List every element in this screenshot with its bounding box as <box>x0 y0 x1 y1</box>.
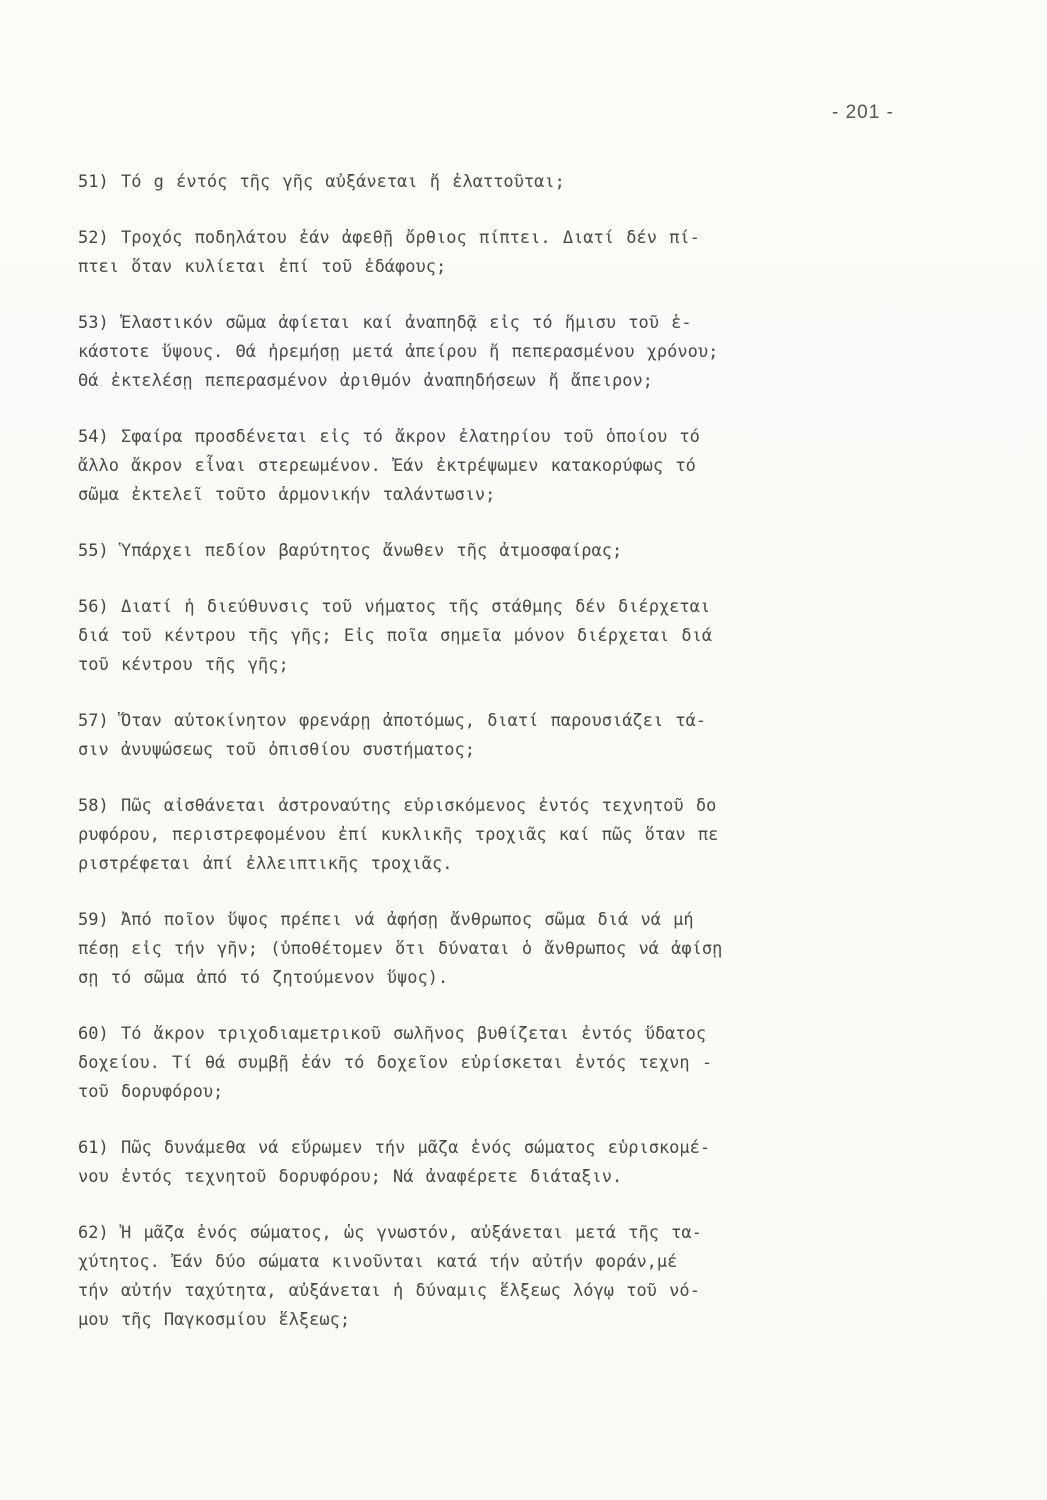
question-text: Πῶς αἰσθάνεται ἀστροναύτης εὑρισκόμενος ἐντός τεχνητοῦ δο ρυφόρου, περιστρεφομένου ἐπί κυκλικῆς τροχιᾶς καί πῶς ὅταν πε ριστρέφεται ἀπί ἐλλειπτικῆς τροχιᾶς. <box>78 796 719 874</box>
question-59 <box>78 906 963 993</box>
question-text: Ὑπάρχει πεδίον βαρύτητος ἄνωθεν τῆς ἀτμοσφαίρας; <box>120 541 623 561</box>
question-text: Ἡ μᾶζα ἑνός σώματος, ὡς γνωστόν, αὐξάνεται μετά τῆς τα- χύτητος. Ἐάν δύο σώματα κινοῦνται κατά τήν αὐτήν φοράν,μέ τήν αὐτήν ταχύτητα, αὐξάνεται ἡ δύναμις ἕλξεως λόγῳ τοῦ νό- μου τῆς Παγκοσμίου ἕλξεως; <box>78 1223 702 1330</box>
question-number: 54) <box>78 427 109 447</box>
question-text: Ἐλαστικόν σῶμα ἀφίεται καί ἀναπηδᾷ εἰς τό ἥμισυ τοῦ ἑ- κάστοτε ὕψους. Θά ἠρεμήσῃ μετά ἀπείρου ἤ πεπερασμένου χρόνου; Θά ἐκτελέσῃ πεπερασμένον ἀριθμόν ἀναπηδήσεων ἤ ἄπειρον; <box>78 313 719 391</box>
question-text: Ἀπό ποῖον ὕψος πρέπει νά ἀφήσῃ ἄνθρωπος σῶμα διά νά μή πέσῃ εἰς τήν γῆν; (ὑποθέτομεν ὅτι δύναται ὁ ἄνθρωπος νά ἀφίσῃ σῃ τό σῶμα ἀπό τό ζητούμενον ὕψος). <box>78 910 723 988</box>
question-text: Τό ἄκρον τριχοδιαμετρικοῦ σωλῆνος βυθίζεται ἐντός ὕδατος δοχείου. Τί θά συμβῇ ἐάν τό δοχεῖον εὑρίσκεται ἐντός τεχνη - τοῦ δορυφόρου; <box>78 1024 713 1102</box>
question-text: Τροχός ποδηλάτου ἐάν ἀφεθῇ ὄρθιος πίπτει. Διατί δέν πί- πτει ὅταν κυλίεται ἐπί τοῦ ἐδάφους; <box>78 228 700 277</box>
question-text: Πῶς δυνάμεθα νά εὕρωμεν τήν μᾶζα ἑνός σώματος εὑρισκομέ- νου ἐντός τεχνητοῦ δορυφόρου; Νά ἀναφέρετε διάταξιν. <box>78 1138 711 1187</box>
question-number: 60) <box>78 1024 109 1044</box>
question-62 <box>78 1219 963 1335</box>
question-number: 62) <box>78 1223 109 1243</box>
question-number: 59) <box>78 910 109 930</box>
question-number: 57) <box>78 711 109 731</box>
question-number: 58) <box>78 796 109 816</box>
question-60 <box>78 1020 963 1107</box>
question-58 <box>78 792 963 879</box>
question-text: Διατί ἡ διεύθυνσις τοῦ νήματος τῆς στάθμης δέν διέρχεται διά τοῦ κέντρου τῆς γῆς; Εἰς ποῖα σημεῖα μόνον διέρχεται διά τοῦ κέντρου τῆς γῆς; <box>78 597 713 675</box>
question-54 <box>78 423 963 510</box>
question-55 <box>78 537 963 566</box>
question-text: Ὅταν αὐτοκίνητον φρενάρῃ ἀποτόμως, διατί παρουσιάζει τά- σιν ἀνυψώσεως τοῦ ὀπισθίου συστήματος; <box>78 711 707 760</box>
question-56 <box>78 593 963 680</box>
question-text: Τό g έντός τῆς γῆς αὐξάνεται ἤ ἐλαττοῦται; <box>120 172 565 192</box>
question-57 <box>78 707 963 765</box>
page-number: - 201 - <box>832 102 894 123</box>
question-53 <box>78 309 963 396</box>
question-number: 56) <box>78 597 109 617</box>
question-number: 55) <box>78 541 109 561</box>
question-number: 52) <box>78 228 109 248</box>
question-number: 53) <box>78 313 109 333</box>
question-number: 51) <box>78 172 109 192</box>
question-list <box>78 168 963 1362</box>
question-51 <box>78 168 963 197</box>
question-52 <box>78 224 963 282</box>
question-61 <box>78 1134 963 1192</box>
question-text: Σφαίρα προσδένεται εἰς τό ἄκρον ἐλατηρίου τοῦ ὁποίου τό ἄλλο ἄκρον εἶναι στερεωμένον. Ἐάν ἐκτρέψωμεν κατακορύφως τό σῶμα ἐκτελεῖ τοῦτο ἁρμονικήν ταλάντωσιν; <box>78 427 700 505</box>
question-number: 61) <box>78 1138 109 1158</box>
